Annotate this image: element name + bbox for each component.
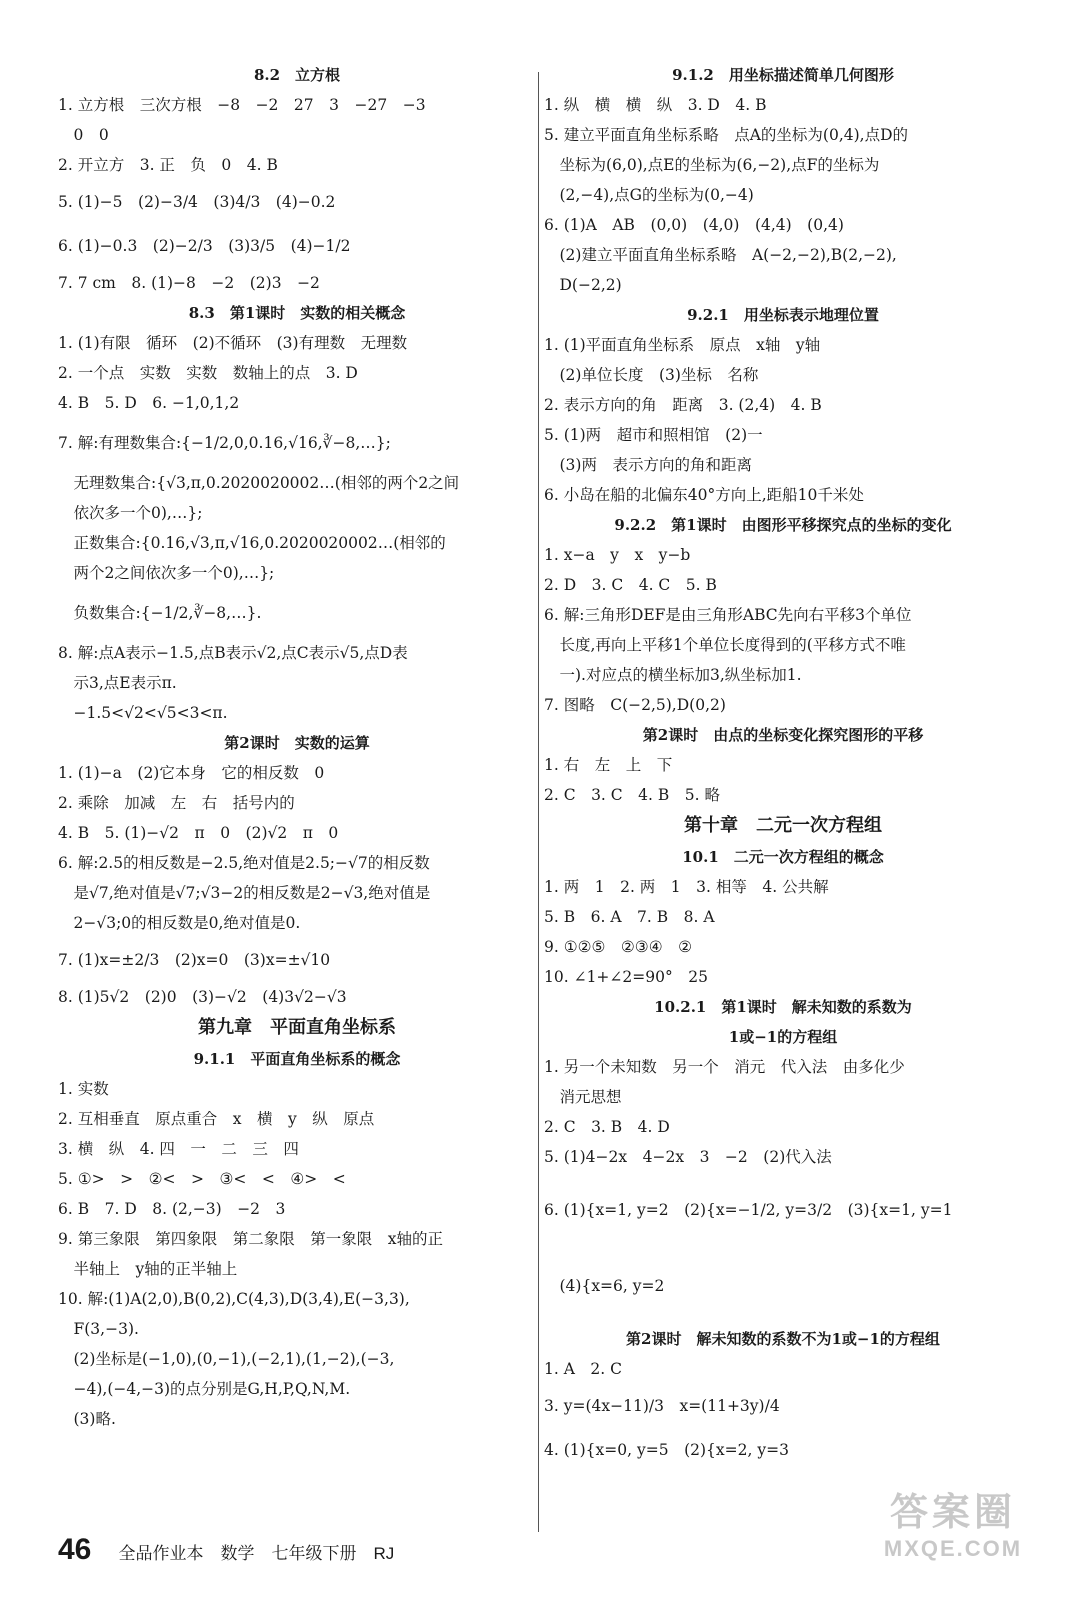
answer-line: 5. (1)两 超市和照相馆 (2)一 — [544, 426, 763, 444]
section-heading: 第2课时 实数的运算 — [224, 734, 370, 752]
answer-line: (2)建立平面直角坐标系略 A(−2,−2),B(2,−2), — [544, 246, 897, 264]
answer-line: 1. 立方根 三次方根 −8 −2 27 3 −27 −3 — [58, 96, 426, 114]
answer-line: 2. 一个点 实数 实数 数轴上的点 3. D — [58, 364, 358, 382]
answer-line: 9. 第三象限 第四象限 第二象限 第一象限 x轴的正 — [58, 1230, 443, 1248]
answer-line: 3. y=(4x−11)/3 x=(11+3y)/4 — [544, 1397, 780, 1415]
book-title: 全品作业本 数学 七年级下册 RJ — [118, 1544, 395, 1563]
answer-line: 1. 纵 横 横 纵 3. D 4. B — [544, 96, 767, 114]
answer-line: 5. (1)4−2x 4−2x 3 −2 (2)代入法 — [544, 1148, 832, 1166]
answer-line: 6. 小岛在船的北偏东40°方向上,距船10千米处 — [544, 486, 864, 504]
answer-line: 5. (1)−5 (2)−3/4 (3)4/3 (4)−0.2 — [58, 193, 336, 211]
section-heading: 9.1.1 平面直角坐标系的概念 — [193, 1050, 401, 1068]
answer-line: 坐标为(6,0),点E的坐标为(6,−2),点F的坐标为 — [544, 156, 880, 174]
answer-line: 0 0 — [58, 126, 109, 144]
page-footer — [58, 1528, 394, 1572]
answer-line: 2. D 3. C 4. C 5. B — [544, 576, 717, 594]
answer-line: 4. (1){x=0, y=5 (2){x=2, y=3 — [544, 1441, 789, 1459]
answer-line: 2. 互相垂直 原点重合 x 横 y 纵 原点 — [58, 1110, 375, 1128]
answer-line: 2. C 3. B 4. D — [544, 1118, 670, 1136]
answer-line: 是√7,绝对值是√7;√3−2的相反数是2−√3,绝对值是 — [58, 884, 431, 902]
answer-line: (2)单位长度 (3)坐标 名称 — [544, 366, 759, 384]
answer-line: 长度,再向上平移1个单位长度得到的(平移方式不唯 — [544, 636, 906, 654]
answer-line: 1. 右 左 上 下 — [544, 756, 673, 774]
answer-line: (2,−4),点G的坐标为(0,−4) — [544, 186, 754, 204]
section-heading: 9.2.1 用坐标表示地理位置 — [687, 306, 879, 324]
answer-line: 8. 解:点A表示−1.5,点B表示√2,点C表示√5,点D表 — [58, 644, 408, 662]
answer-line: 半轴上 y轴的正半轴上 — [58, 1260, 238, 1278]
section-heading: 10.2.1 第1课时 解未知数的系数为 — [654, 998, 912, 1016]
page-number: 46 — [58, 1533, 92, 1566]
answer-line: 两个2之间依次多一个0),…}; — [58, 564, 275, 582]
section-heading: 8.2 立方根 — [253, 66, 341, 84]
column-divider — [538, 72, 539, 1532]
answer-line: F(3,−3). — [58, 1320, 139, 1338]
section-heading: 1或−1的方程组 — [728, 1028, 838, 1046]
answer-line: D(−2,2) — [544, 276, 622, 294]
answer-line: 消元思想 — [544, 1088, 622, 1106]
section-heading: 9.1.2 用坐标描述简单几何图形 — [672, 66, 894, 84]
answer-line: 依次多一个0),…}; — [58, 504, 203, 522]
answer-line: 示3,点E表示π. — [58, 674, 177, 692]
site-watermark — [863, 1490, 1043, 1570]
answer-line: (3)略. — [58, 1410, 116, 1428]
answer-line: 5. 建立平面直角坐标系略 点A的坐标为(0,4),点D的 — [544, 126, 909, 144]
watermark-logo-text: 答案圈 — [889, 1492, 1016, 1534]
answer-line: 9. ①②⑤ ②③④ ② — [544, 938, 692, 956]
answer-line: (2)坐标是(−1,0),(0,−1),(−2,1),(1,−2),(−3, — [58, 1350, 395, 1368]
answer-line: 2−√3;0的相反数是0,绝对值是0. — [58, 914, 301, 932]
answer-line: 10. ∠1+∠2=90° 25 — [544, 968, 708, 986]
answer-line: 1. (1)有限 循环 (2)不循环 (3)有理数 无理数 — [58, 334, 408, 352]
answer-line: 6. B 7. D 8. (2,−3) −2 3 — [58, 1200, 286, 1218]
answer-line: 7. 图略 C(−2,5),D(0,2) — [544, 696, 726, 714]
answer-line: 4. B 5. (1)−√2 π 0 (2)√2 π 0 — [58, 824, 339, 842]
answer-line: 2. 开立方 3. 正 负 0 4. B — [58, 156, 278, 174]
answer-line: 7. 解:有理数集合:{−1/2,0,0.16,√16,∛−8,…}; — [58, 434, 391, 452]
section-heading: 第2课时 解未知数的系数不为1或−1的方程组 — [626, 1330, 940, 1348]
answer-line: 8. (1)5√2 (2)0 (3)−√2 (4)3√2−√3 — [58, 988, 347, 1006]
answer-line: 6. (1)−0.3 (2)−2/3 (3)3/5 (4)−1/2 — [58, 237, 351, 255]
answer-line: 2. 乘除 加减 左 右 括号内的 — [58, 794, 295, 812]
answer-line: 6. 解:三角形DEF是由三角形ABC先向右平移3个单位 — [544, 606, 912, 624]
answer-line: 负数集合:{−1/2,∛−8,…}. — [58, 604, 262, 622]
answer-line: (3)两 表示方向的角和距离 — [544, 456, 752, 474]
answer-line: 正数集合:{0.16,√3,π,√16,0.2020020002…(相邻的 — [58, 534, 446, 552]
answer-line: −4),(−4,−3)的点分别是G,H,P,Q,N,M. — [58, 1380, 351, 1398]
answer-line: 1. (1)平面直角坐标系 原点 x轴 y轴 — [544, 336, 821, 354]
answer-line: 6. 解:2.5的相反数是−2.5,绝对值是2.5;−√7的相反数 — [58, 854, 430, 872]
left-column — [58, 60, 536, 1434]
answer-line: 1. 实数 — [58, 1080, 109, 1098]
answer-line: 1. x−a y x y−b — [544, 546, 691, 564]
answer-line: 1. (1)−a (2)它本身 它的相反数 0 — [58, 764, 325, 782]
answer-line: 3. 横 纵 4. 四 一 二 三 四 — [58, 1140, 299, 1158]
section-heading: 10.1 二元一次方程组的概念 — [682, 848, 884, 866]
answer-line: 2. 表示方向的角 距离 3. (2,4) 4. B — [544, 396, 822, 414]
watermark-url: MXQE.COM — [883, 1536, 1023, 1561]
answer-line: 6. (1){x=1, y=2 (2){x=−1/2, y=3/2 (3){x=1, y=1 — [544, 1201, 953, 1219]
answer-line: 10. 解:(1)A(2,0),B(0,2),C(4,3),D(3,4),E(−3,3), — [58, 1290, 410, 1308]
answer-line: 5. B 6. A 7. B 8. A — [544, 908, 715, 926]
answer-line: 1. 两 1 2. 两 1 3. 相等 4. 公共解 — [544, 878, 829, 896]
answer-line: 7. 7 cm 8. (1)−8 −2 (2)3 −2 — [58, 274, 320, 292]
answer-line: 一).对应点的横坐标加3,纵坐标加1. — [544, 666, 802, 684]
answer-line: 7. (1)x=±2/3 (2)x=0 (3)x=±√10 — [58, 951, 331, 969]
answer-line: 4. B 5. D 6. −1,0,1,2 — [58, 394, 240, 412]
answer-line: 2. C 3. C 4. B 5. 略 — [544, 786, 720, 804]
section-heading: 第2课时 由点的坐标变化探究图形的平移 — [642, 726, 924, 744]
chapter-heading: 第十章 二元一次方程组 — [684, 815, 882, 836]
section-heading: 9.2.2 第1课时 由图形平移探究点的坐标的变化 — [614, 516, 952, 534]
answer-line: 无理数集合:{√3,π,0.2020020002…(相邻的两个2之间 — [58, 474, 460, 492]
answer-line: 1. A 2. C — [544, 1360, 622, 1378]
chapter-heading: 第九章 平面直角坐标系 — [198, 1017, 396, 1038]
answer-line: −1.5<√2<√5<3<π. — [58, 704, 228, 722]
answer-line: 6. (1)A AB (0,0) (4,0) (4,4) (0,4) — [544, 216, 844, 234]
answer-line: 5. ①> > ②< > ③< < ④> < — [58, 1170, 346, 1188]
section-heading: 8.3 第1课时 实数的相关概念 — [188, 304, 406, 322]
right-column — [544, 60, 1022, 1472]
answer-line: 1. 另一个未知数 另一个 消元 代入法 由多化少 — [544, 1058, 905, 1076]
answer-line: (4){x=6, y=2 — [544, 1277, 665, 1295]
